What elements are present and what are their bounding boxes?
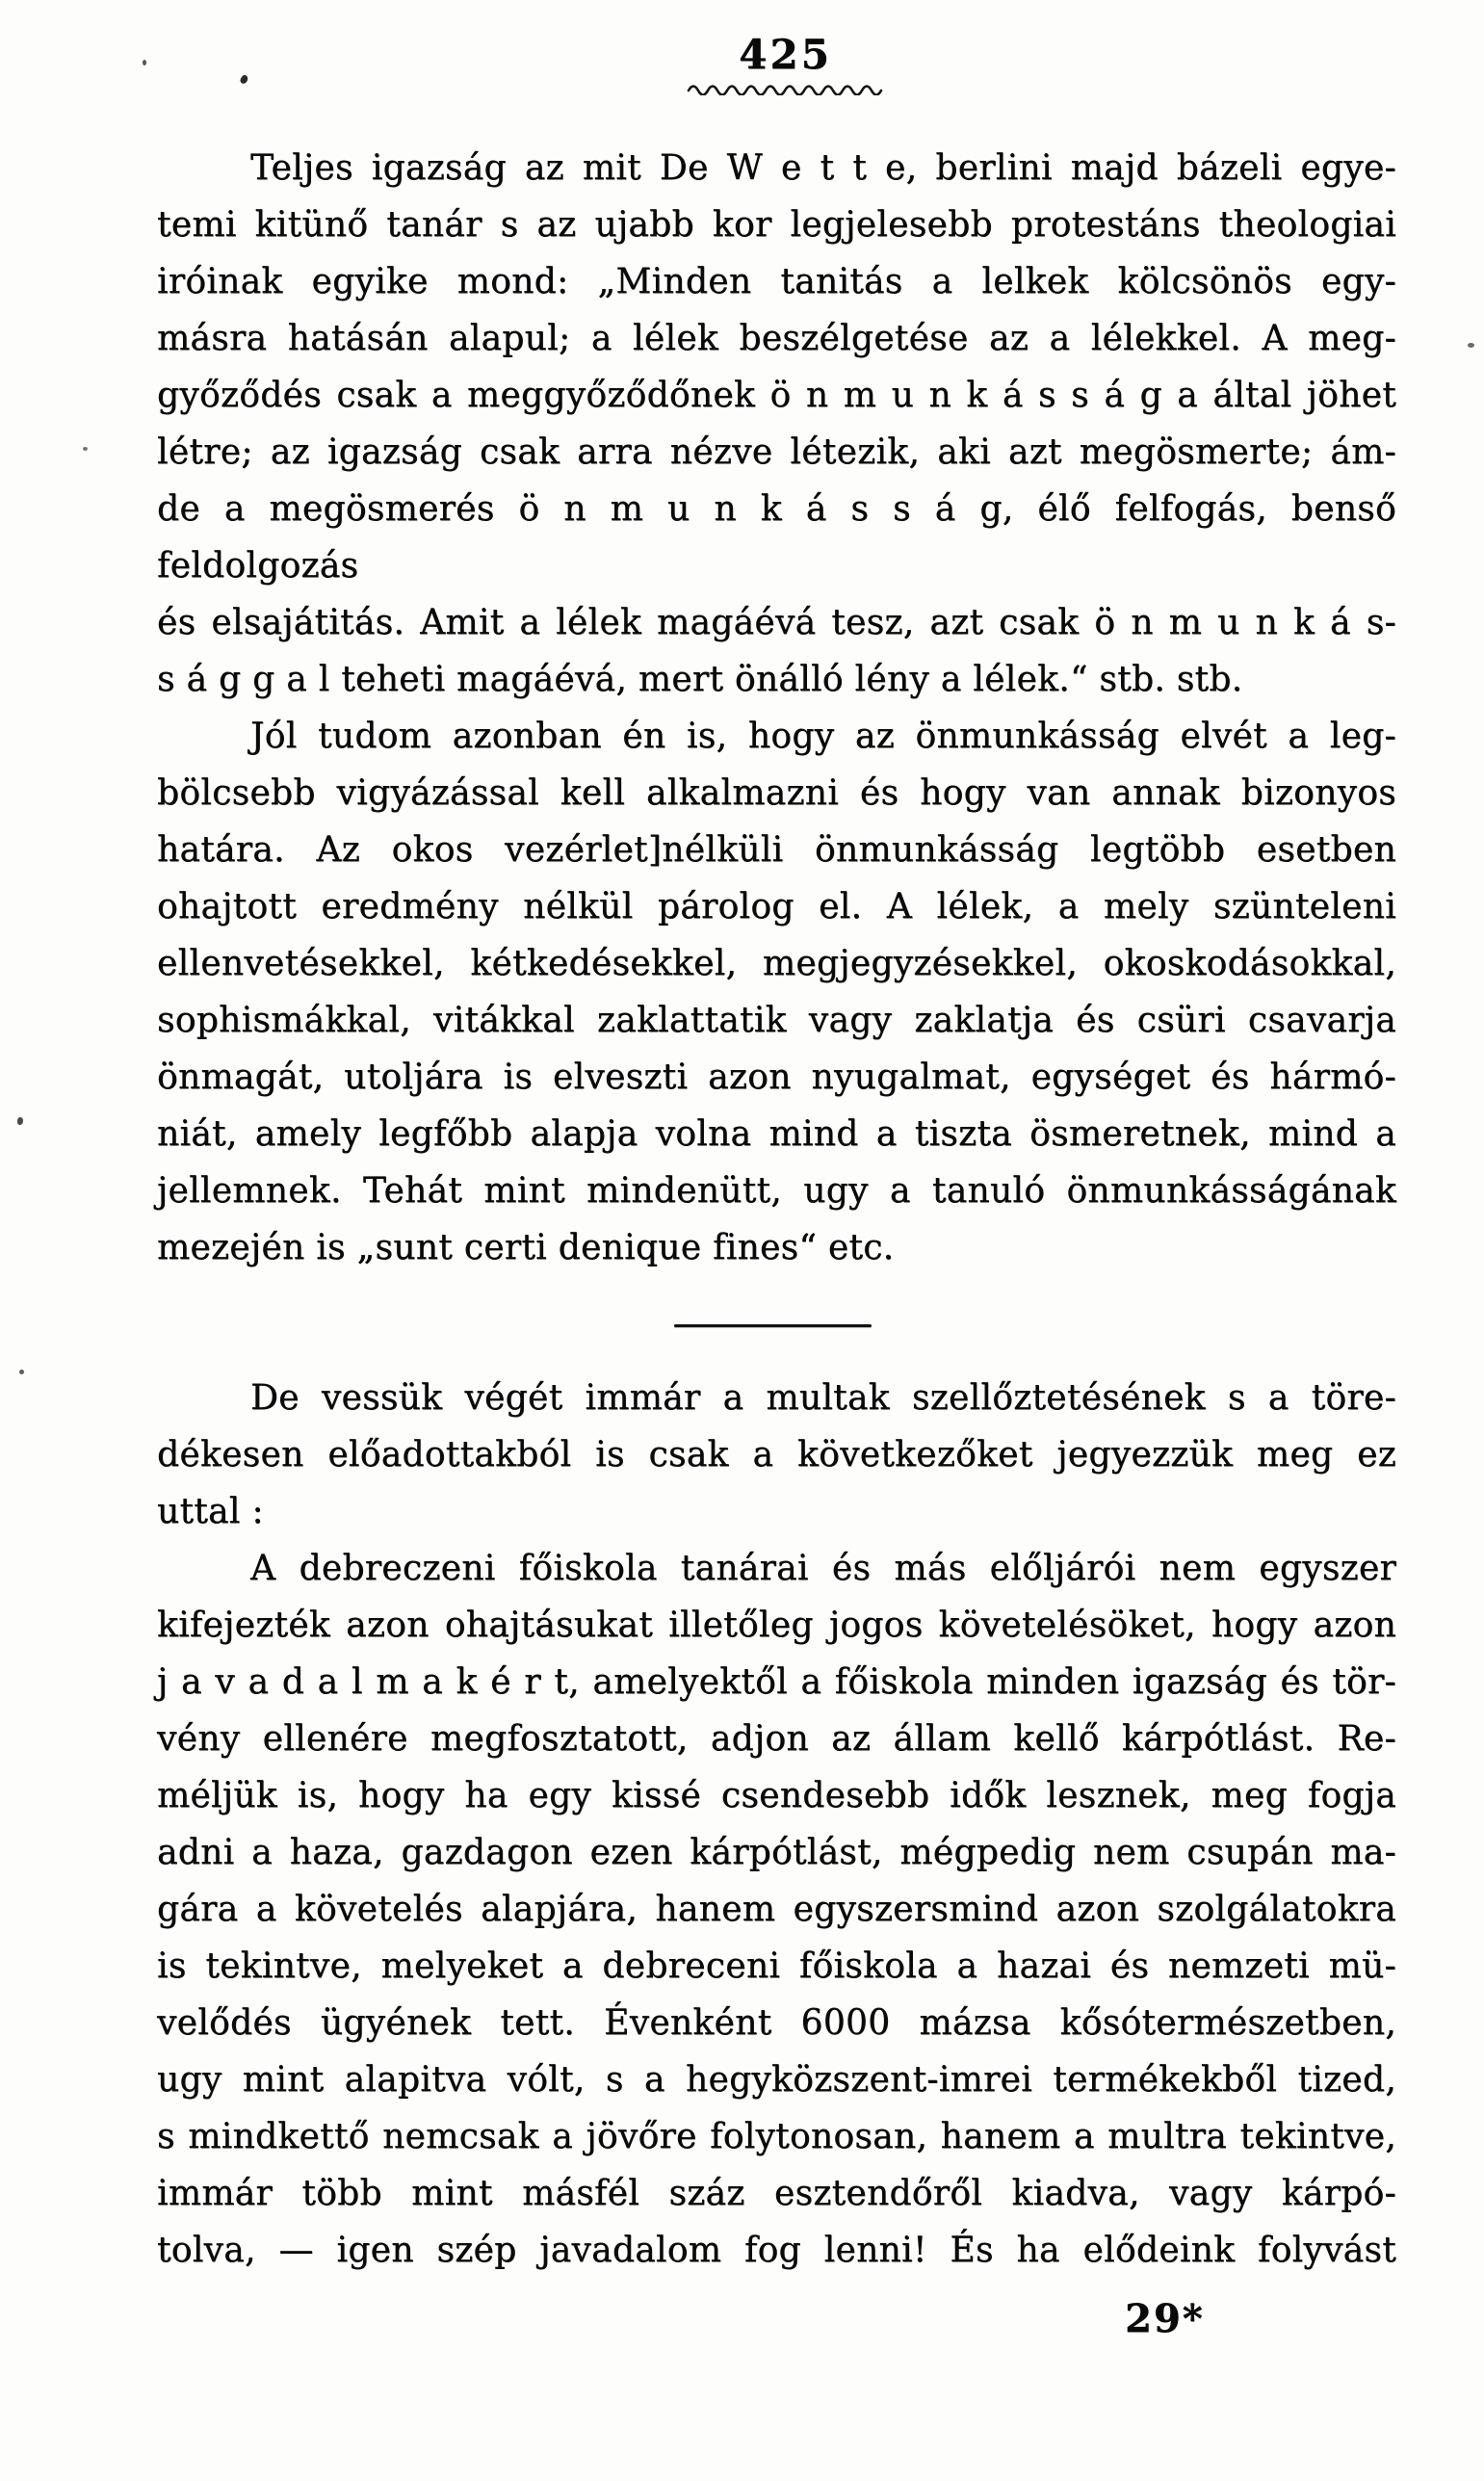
text-line: bölcsebb vigyázással kell alkalmazni és hogy van annak bizonyos — [157, 773, 1396, 813]
text-line: gára a követelés alapjára, hanem egyszersmind azon szolgálatokra — [157, 1890, 1396, 1929]
page-number: 425 — [739, 31, 832, 78]
text-line: de a megösmerés ö n m u n k á s s á g, élő felfogás, benső feldolgozás — [157, 489, 1396, 586]
text-line: is tekintve, melyeket a debreceni főiskola a hazai és nemzeti mü- — [157, 1946, 1396, 1986]
page-header — [43, 31, 1484, 95]
paragraph — [157, 140, 1396, 708]
text-line: jellemnek. Tehát mint mindenütt, ugy a tanuló önmunkásságának — [157, 1171, 1396, 1211]
text-line: ohajtott eredmény nélkül párolog el. A lélek, a mely szünteleni — [157, 887, 1396, 927]
text-line: méljük is, hogy ha egy kissé csendesebb idők lesznek, meg fogja — [157, 1776, 1396, 1815]
paragraph — [157, 1540, 1396, 2279]
scan-artifact — [17, 1117, 23, 1125]
text-line: temi kitünő tanár s az ujabb kor legjelesebb protestáns theologiai — [157, 205, 1396, 245]
text-line: niát, amely legfőbb alapja volna mind a tiszta ösmeretnek, mind a — [157, 1114, 1396, 1154]
text-line: győződés csak a meggyőződőnek ö n m u n k á s s á g a által jöhet — [157, 376, 1396, 415]
text-line: és elsajátitás. Amit a lélek magáévá tesz, azt csak ö n m u n k á s- — [157, 603, 1396, 642]
text-line: ugy mint alapitva vólt, s a hegyközszent-imrei termékekből tized, — [157, 2060, 1396, 2100]
text-line: dékesen előadottakból is csak a következőket jegyezzük meg ez — [157, 1435, 1396, 1475]
text-line: sophismákkal, vitákkal zaklattatik vagy zaklatja és csüri csavarja — [157, 1001, 1396, 1040]
text-line: j a v a d a l m a k é r t, amelyektől a főiskola minden igazság és tör- — [157, 1662, 1396, 1702]
section-divider-rule — [674, 1324, 872, 1327]
wavy-underline-icon — [687, 82, 884, 95]
scan-artifact — [83, 447, 88, 451]
text-line: kifejezték azon ohajtásukat illetőleg jogos követelésöket, hogy azon — [157, 1606, 1396, 1645]
text-line: ellenvetésekkel, kétkedésekkel, megjegyzésekkel, okoskodásokkal, — [157, 944, 1396, 983]
text-line: Jól tudom azonban én is, hogy az önmunkásság elvét a leg- — [250, 717, 1396, 756]
text-line: immár több mint másfél száz esztendőről kiadva, vagy kárpó- — [157, 2174, 1396, 2213]
text-line: mezején is „sunt certi denique fines“ etc. — [157, 1228, 895, 1267]
paragraph — [157, 1370, 1396, 1540]
text-line: tolva, — igen szép javadalom fog lenni! És ha elődeink folyvást — [157, 2231, 1396, 2270]
text-line: s á g g a l teheti magáévá, mert önálló lény a lélek.“ stb. stb. — [157, 660, 1243, 699]
scan-artifact — [1468, 343, 1474, 348]
page-body — [157, 140, 1396, 2340]
text-line: A debreczeni főiskola tanárai és más előljárói nem egyszer — [250, 1549, 1396, 1588]
text-line: létre; az igazság csak arra nézve létezik, aki azt megösmerte; ám- — [157, 432, 1396, 472]
text-line: s mindkettő nemcsak a jövőre folytonosan, hanem a multra tekintve, — [157, 2117, 1396, 2156]
text-line: iróinak egyike mond: „Minden tanitás a lelkek kölcsönös egy- — [157, 262, 1396, 301]
text-line: adni a haza, gazdagon ezen kárpótlást, mégpedig nem csupán ma- — [157, 1833, 1396, 1872]
text-line: uttal : — [157, 1492, 264, 1531]
paragraph — [157, 708, 1396, 1276]
text-line: határa. Az okos vezérlet]nélküli önmunkásság legtöbb esetben — [157, 830, 1396, 870]
text-line: De vessük végét immár a multak szellőztetésének s a töre- — [250, 1378, 1396, 1418]
scan-artifact — [19, 1370, 24, 1374]
text-line: Teljes igazság az mit De W e t t e, berlini majd bázeli egye- — [250, 148, 1396, 188]
text-line: másra hatásán alapul; a lélek beszélgetése az a lélekkel. A meg- — [157, 319, 1396, 358]
signature-mark: 29* — [1125, 2296, 1205, 2341]
scan-artifact — [143, 60, 146, 65]
text-line: önmagát, utoljára is elveszti azon nyugalmat, egységet és hármó- — [157, 1058, 1396, 1097]
text-line: vény ellenére megfosztatott, adjon az állam kellő kárpótlást. Re- — [157, 1719, 1396, 1759]
text-line: velődés ügyének tett. Évenként 6000 mázsa kősótermészetben, — [157, 2003, 1396, 2043]
